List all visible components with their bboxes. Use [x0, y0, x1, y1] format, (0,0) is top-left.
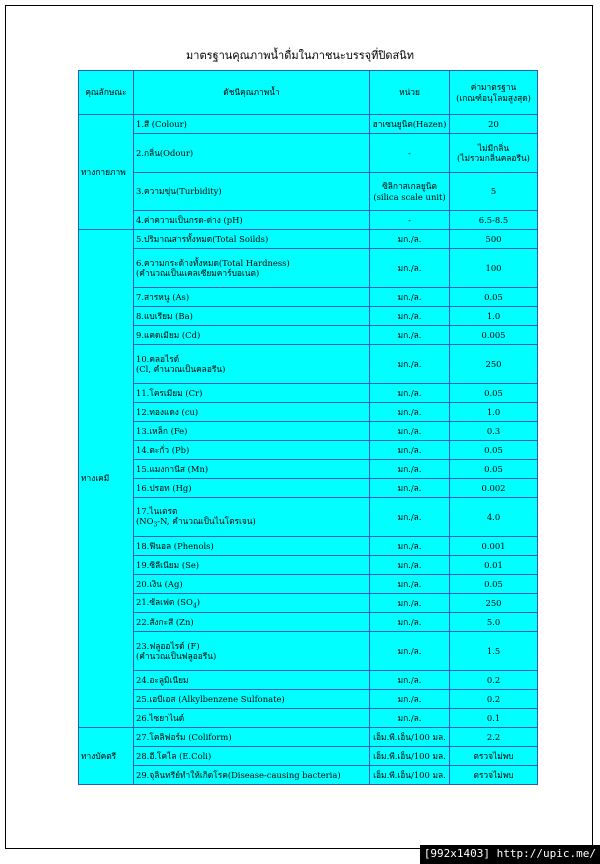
row-unit: มก./ล. — [370, 422, 450, 441]
row-index: 4.ค่าความเป็นกรด-ด่าง (pH) — [134, 211, 370, 230]
formula-post: ) — [196, 596, 201, 607]
category-chemical: ทางเคมี — [79, 230, 134, 728]
row-value-line2: (ไม่รวมกลิ่นคลอรีน) — [457, 153, 530, 163]
table-row — [79, 230, 538, 249]
row-value: ตรวจไม่พบ — [450, 747, 538, 766]
table-row — [79, 613, 538, 632]
row-unit: มก./ล. — [370, 613, 450, 632]
row-unit: ฮาเซนยูนิต(Hazen) — [370, 115, 450, 134]
row-index — [134, 249, 370, 288]
table-row — [79, 326, 538, 345]
table-row — [79, 728, 538, 747]
row-value: 6.5-8.5 — [450, 211, 538, 230]
row-value: 5 — [450, 173, 538, 211]
table-row — [79, 441, 538, 460]
table-row — [79, 671, 538, 690]
formula-pre: 21.ซัลเฟต (SO — [136, 596, 193, 607]
header-category: คุณลักษณะ — [79, 71, 134, 115]
row-value: 2.2 — [450, 728, 538, 747]
row-unit: มก./ล. — [370, 326, 450, 345]
table-row — [79, 709, 538, 728]
formula-post: -N, คำนวณเป็นไนโตรเจน) — [157, 515, 256, 526]
row-unit: มก./ล. — [370, 575, 450, 594]
row-index: 11.โครเมียม (Cr) — [134, 384, 370, 403]
row-value: 0.05 — [450, 441, 538, 460]
row-value-line1: ไม่มีกลิ่น — [477, 142, 510, 153]
row-unit: มก./ล. — [370, 307, 450, 326]
row-value: 0.01 — [450, 556, 538, 575]
row-unit: มก./ล. — [370, 690, 450, 709]
row-value: 0.2 — [450, 671, 538, 690]
table-row — [79, 460, 538, 479]
row-index: 15.แมงกานีส (Mn) — [134, 460, 370, 479]
water-standard-table — [78, 70, 538, 785]
table-row — [79, 134, 538, 173]
document-page — [5, 5, 593, 849]
table-row — [79, 211, 538, 230]
row-index-line2: (คำนวณเป็นฟลูออรีน) — [136, 651, 217, 661]
row-value: 0.05 — [450, 575, 538, 594]
row-index — [134, 632, 370, 671]
row-value: ตรวจไม่พบ — [450, 766, 538, 785]
row-unit — [370, 173, 450, 211]
row-unit: มก./ล. — [370, 479, 450, 498]
row-value: 0.001 — [450, 537, 538, 556]
header-standard-line1: ค่ามาตรฐาน — [470, 82, 517, 93]
row-unit: มก./ล. — [370, 403, 450, 422]
row-value — [450, 134, 538, 173]
row-value: 500 — [450, 230, 538, 249]
row-unit: มก./ล. — [370, 709, 450, 728]
row-index: 19.ซิลีเนียม (Se) — [134, 556, 370, 575]
row-value: 1.5 — [450, 632, 538, 671]
row-index: 8.แบเรียม (Ba) — [134, 307, 370, 326]
table-row — [79, 632, 538, 671]
row-index-line2: (Cl, คำนวณเป็นคลอรีน) — [136, 364, 226, 374]
row-value: 1.0 — [450, 403, 538, 422]
row-index — [134, 498, 370, 537]
row-unit: มก./ล. — [370, 632, 450, 671]
row-unit: เอ็ม.พี.เอ็น/100 มล. — [370, 747, 450, 766]
row-unit: มก./ล. — [370, 498, 450, 537]
row-unit: มก./ล. — [370, 230, 450, 249]
row-value: 0.05 — [450, 384, 538, 403]
row-index-line1: 23.ฟลูออไรด์ (F) — [136, 640, 200, 651]
table-row — [79, 690, 538, 709]
row-unit-line2: (silica scale unit) — [373, 191, 446, 202]
category-physical: ทางกายภาพ — [79, 115, 134, 230]
row-unit: มก./ล. — [370, 556, 450, 575]
header-index: ดัชนีคุณภาพน้ำ — [134, 71, 370, 115]
row-index: 9.แคดเมียม (Cd) — [134, 326, 370, 345]
table-row — [79, 384, 538, 403]
row-unit: - — [370, 134, 450, 173]
table-row — [79, 115, 538, 134]
row-index: 12.ทองแดง (cu) — [134, 403, 370, 422]
row-index-line2 — [136, 516, 367, 529]
table-row — [79, 422, 538, 441]
row-unit: - — [370, 211, 450, 230]
row-index: 26.ไซยาไนด์ — [134, 709, 370, 728]
row-index: 7.สารหนู (As) — [134, 288, 370, 307]
row-index-line1: 6.ความกระด้างทั้งหมด(Total Hardness) — [136, 257, 290, 268]
formula-subscript: 4 — [192, 602, 197, 610]
formula-pre: (NO — [136, 515, 154, 526]
row-value: 0.1 — [450, 709, 538, 728]
row-index: 25.เอบีเอส (Alkylbenzene Sulfonate) — [134, 690, 370, 709]
header-row — [79, 71, 538, 115]
table-row — [79, 556, 538, 575]
table-row — [79, 537, 538, 556]
row-index: 28.อี.โคไล (E.Coli) — [134, 747, 370, 766]
table-row — [79, 747, 538, 766]
row-value: 0.3 — [450, 422, 538, 441]
row-index — [134, 594, 370, 613]
row-index: 24.อะลูมิเนียม — [134, 671, 370, 690]
row-index-line1: 10.คลอไรด์ — [136, 353, 180, 364]
table-row — [79, 479, 538, 498]
row-unit-line1: ซิลิกาสเกลยูนิต — [382, 181, 437, 192]
row-index: 1.สี (Colour) — [134, 115, 370, 134]
row-index: 29.จุลินทรีย์ทำให้เกิดโรค(Disease-causing bacteria) — [134, 766, 370, 785]
table-row — [79, 403, 538, 422]
table-row — [79, 345, 538, 384]
table-row — [79, 173, 538, 211]
row-index: 20.เงิน (Ag) — [134, 575, 370, 594]
row-index-line2: (คำนวณเป็นแคลเซียมคาร์บอเนต) — [136, 268, 260, 278]
row-value: 0.002 — [450, 479, 538, 498]
row-unit: มก./ล. — [370, 345, 450, 384]
row-value: 20 — [450, 115, 538, 134]
table-row — [79, 249, 538, 288]
row-index: 3.ความขุ่น(Turbidity) — [134, 173, 370, 211]
table-row — [79, 307, 538, 326]
header-standard-line2: (เกณฑ์อนุโลมสูงสุด) — [456, 92, 531, 103]
header-standard — [450, 71, 538, 115]
row-value: 5.0 — [450, 613, 538, 632]
row-unit: มก./ล. — [370, 671, 450, 690]
row-index: 27.โคลิฟอร์ม (Coliform) — [134, 728, 370, 747]
row-value: 250 — [450, 594, 538, 613]
row-index: 13.เหล็ก (Fe) — [134, 422, 370, 441]
header-unit: หน่วย — [370, 71, 450, 115]
table-row — [79, 594, 538, 613]
row-unit: มก./ล. — [370, 594, 450, 613]
table-row — [79, 498, 538, 537]
row-index: 2.กลิ่น(Odour) — [134, 134, 370, 173]
row-value: 1.0 — [450, 307, 538, 326]
table-row — [79, 575, 538, 594]
row-value: 4.0 — [450, 498, 538, 537]
formula-subscript: 3 — [153, 521, 158, 529]
row-index — [134, 345, 370, 384]
row-unit: มก./ล. — [370, 441, 450, 460]
table-row — [79, 766, 538, 785]
row-unit: เอ็ม.พี.เอ็น/100 มล. — [370, 766, 450, 785]
row-value: 0.2 — [450, 690, 538, 709]
row-unit: มก./ล. — [370, 249, 450, 288]
row-value: 0.05 — [450, 288, 538, 307]
image-host-watermark: [992x1403] http://upic.me/ — [420, 845, 600, 864]
row-value: 100 — [450, 249, 538, 288]
row-unit: มก./ล. — [370, 384, 450, 403]
page-title: มาตรฐานคุณภาพน้ำดื่มในภาชนะบรรจุที่ปิดสนิท — [186, 49, 414, 62]
row-value: 0.005 — [450, 326, 538, 345]
category-bacteria: ทางบัคตรี — [79, 728, 134, 785]
row-value: 250 — [450, 345, 538, 384]
table-row — [79, 288, 538, 307]
row-index-line1: 17.ไนเตรต — [136, 505, 178, 516]
row-index: 5.ปริมาณสารทั้งหมด(Total Soilds) — [134, 230, 370, 249]
row-unit: มก./ล. — [370, 460, 450, 479]
row-index: 14.ตะกั่ว (Pb) — [134, 441, 370, 460]
row-unit: มก./ล. — [370, 537, 450, 556]
row-value: 0.05 — [450, 460, 538, 479]
row-unit: เอ็ม.พี.เอ็น/100 มล. — [370, 728, 450, 747]
row-index: 22.สังกะสี (Zn) — [134, 613, 370, 632]
row-unit: มก./ล. — [370, 288, 450, 307]
row-index: 18.ฟีนอล (Phenols) — [134, 537, 370, 556]
row-index: 16.ปรอท (Hg) — [134, 479, 370, 498]
